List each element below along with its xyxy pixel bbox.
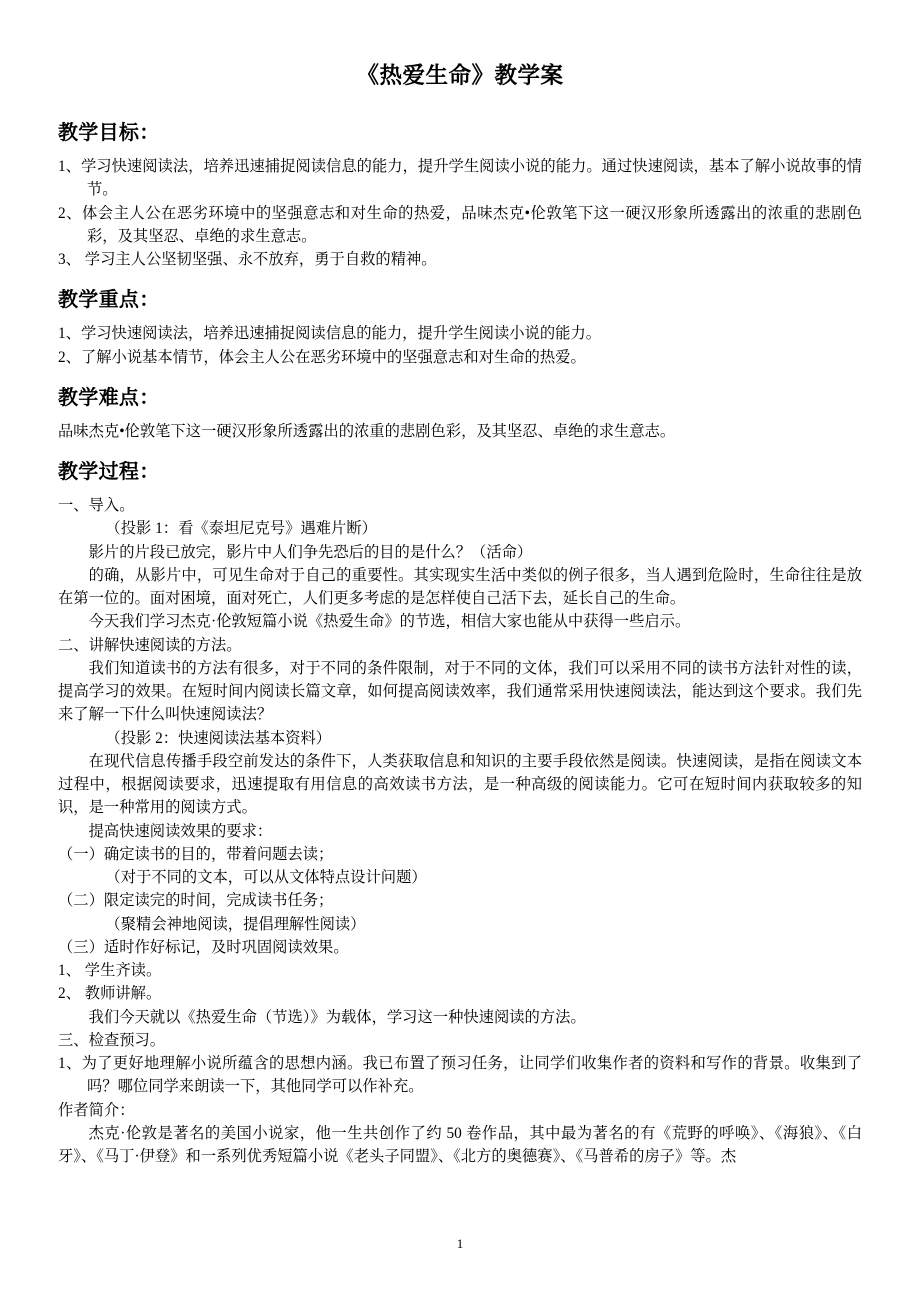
preview-check-item-1: 1、为了更好地理解小说所蕴含的思想内涵。我已布置了预习任务，让同学们收集作者的资料和写作的背景。收集到了吗？哪位同学来朗读一下，其他同学可以作补充。: [58, 1055, 862, 1096]
process-part-one-projection: （投影 1：看《泰坦尼克号》遇难片断）: [105, 520, 377, 538]
process-part-three-outline: 三、检查预习。: [58, 1031, 166, 1049]
process-step-2: 2、 教师讲解。: [58, 985, 162, 1003]
heading-teaching-process: 教学过程：: [58, 461, 160, 484]
heading-teaching-objectives: 教学目标：: [58, 122, 160, 145]
key-point-item-1: 1、学习快速阅读法，培养迅速捕捉阅读信息的能力，提升学生阅读小说的能力。: [58, 325, 602, 343]
objective-item-3: 3、 学习主人公坚韧坚强、永不放弃，勇于自救的精神。: [58, 251, 437, 269]
process-part-two-outline: 二、讲解快速阅读的方法。: [58, 636, 242, 654]
requirement-item-3: （三）适时作好标记，及时巩固阅读效果。: [58, 938, 349, 956]
process-requirements-title: 提高快速阅读效果的要求：: [88, 822, 273, 840]
author-intro-paragraph: 杰克·伦敦是著名的美国小说家，他一生共创作了约 50 卷作品，其中最为著名的有《荒野的呼唤》、《海狼》、《白牙》、《马丁·伊登》和一系列优秀短篇小说《老头子同盟》、《北方的奥德赛》、《马普希的房子》等。杰: [58, 1124, 862, 1166]
process-part-one-closing: 今天我们学习杰克·伦敦短篇小说《热爱生命》的节选，相信大家也能从中获得一些启示。: [88, 613, 691, 631]
process-step-2-detail: 我们今天就以《热爱生命（节选）》为载体，学习这一种快速阅读的方法。: [88, 1008, 586, 1026]
process-part-two-projection: （投影 2：快速阅读法基本资料）: [105, 729, 332, 747]
objective-item-1: 1、学习快速阅读法，培养迅速捕捉阅读信息的能力，提升学生阅读小说的能力。通过快速阅读，基本了解小说故事的情节。: [58, 158, 862, 199]
process-step-1: 1、 学生齐读。: [58, 962, 162, 980]
heading-key-points: 教学重点：: [58, 289, 160, 312]
requirement-item-1-note: （对于不同的文本，可以从文体特点设计问题）: [105, 869, 427, 887]
objective-item-2: 2、体会主人公在恶劣环境中的坚强意志和对生命的热爱，品味杰克•伦敦笔下这一硬汉形象所透露出的浓重的悲剧色彩，及其坚忍、卓绝的求生意志。: [58, 204, 862, 245]
process-part-two-paragraph-2: 在现代信息传播手段空前发达的条件下，人类获取信息和知识的主要手段依然是阅读。快速阅读，是指在阅读文本过程中，根据阅读要求，迅速提取有用信息的高效读书方法，是一种高级的阅读能力。它可在短时间内获取较多的知识，是一种常用的阅读方式。: [58, 752, 862, 817]
page-number: 1: [456, 1236, 464, 1251]
requirement-item-2-note: （聚精会神地阅读，提倡理解性阅读）: [105, 915, 366, 933]
author-intro-label: 作者简介：: [58, 1101, 135, 1119]
process-part-two-paragraph-1: 我们知道读书的方法有很多，对于不同的条件限制，对于不同的文体，我们可以采用不同的读书方法针对性的读，提高学习的效果。在短时间内阅读长篇文章，如何提高阅读效率，我们通常采用快速阅读法，能达到这个要求。我们先来了解一下什么叫快速阅读法？: [58, 659, 862, 724]
process-part-one-paragraph: 的确，从影片中，可见生命对于自己的重要性。其实现实生活中类似的例子很多，当人遇到危险时，生命往往是放在第一位的。面对困境，面对死亡，人们更多考虑的是怎样使自己活下去，延长自己的生命。: [58, 566, 862, 608]
process-part-one-outline: 一、导入。: [58, 497, 135, 515]
heading-difficult-points: 教学难点：: [58, 386, 160, 409]
page-title: 《热爱生命》教学案: [356, 63, 564, 88]
key-point-item-2: 2、了解小说基本情节，体会主人公在恶劣环境中的坚强意志和对生命的热爱。: [58, 348, 586, 366]
difficult-point-item-1: 品味杰克•伦敦笔下这一硬汉形象所透露出的浓重的悲剧色彩，及其坚忍、卓绝的求生意志。: [58, 422, 676, 440]
requirement-item-1: （一）确定读书的目的，带着问题去读；: [58, 845, 334, 863]
process-part-one-question: 影片的片段已放完，影片中人们争先恐后的目的是什么？（活命）: [88, 543, 533, 561]
requirement-item-2: （二）限定读完的时间，完成读书任务；: [58, 892, 334, 910]
